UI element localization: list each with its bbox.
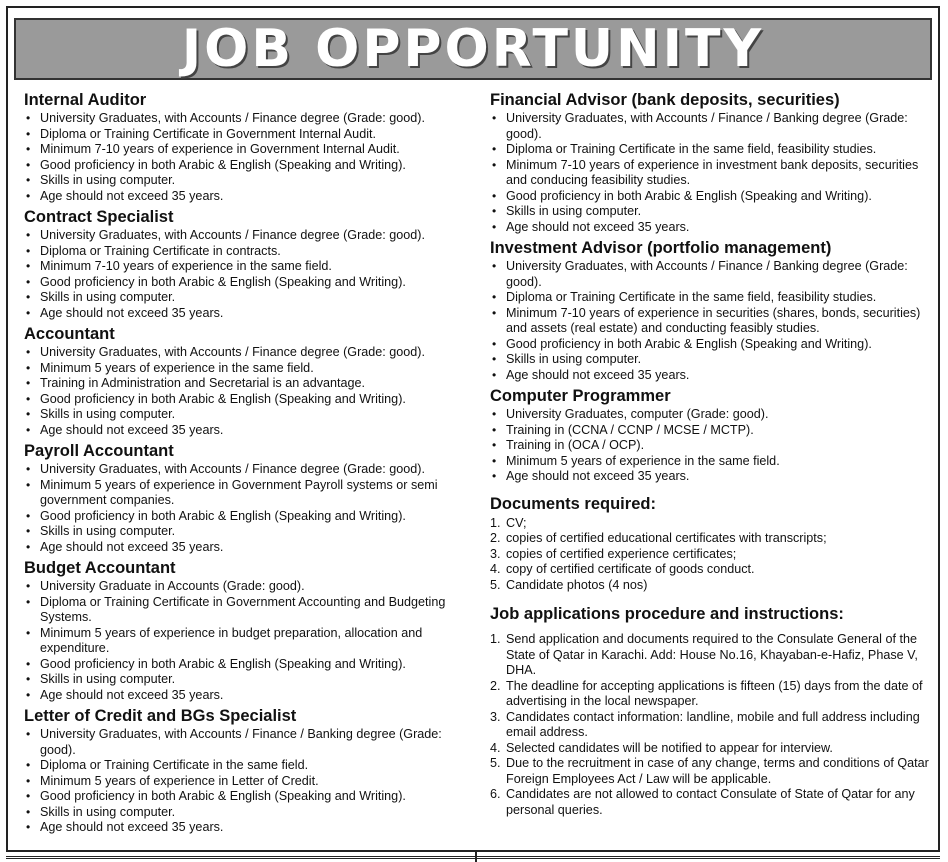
item-number: 4.	[490, 562, 501, 576]
procedure-item-text: Due to the recruitment in case of any change, terms and conditions of Qatar Foreign Employees Act / Law will be applicable.	[506, 756, 929, 786]
requirement-item: • University Graduates, computer (Grade: good).	[490, 407, 934, 423]
procedure-item	[490, 756, 934, 787]
requirement-item: • Minimum 7-10 years of experience in Government Internal Audit.	[24, 142, 480, 158]
procedure-item-text: Candidates are not allowed to contact Consulate of State of Qatar for any personal queries.	[506, 787, 915, 817]
procedure-item-text: Selected candidates will be notified to appear for interview.	[506, 740, 833, 755]
requirement-item: • Training in (OCA / OCP).	[490, 438, 934, 454]
requirement-item: • University Graduates, with Accounts / Finance degree (Grade: good).	[24, 462, 480, 478]
requirement-item: • Skills in using computer.	[490, 352, 934, 368]
requirement-item: • Good proficiency in both Arabic & English (Speaking and Writing).	[24, 158, 480, 174]
requirement-item: • Skills in using computer.	[490, 204, 934, 220]
requirement-item: • Minimum 7-10 years of experience in securities (shares, bonds, securities) and assets (real estate) and conducting feasibly studies.	[490, 306, 934, 337]
requirement-item: • Diploma or Training Certificate in contracts.	[24, 244, 480, 260]
requirement-item: • Age should not exceed 35 years.	[24, 306, 480, 322]
item-number: 2.	[490, 531, 501, 545]
title-banner	[14, 18, 932, 80]
procedure-heading: Job applications procedure and instructions:	[490, 605, 844, 623]
procedure-item	[490, 679, 934, 710]
requirement-item: • Good proficiency in both Arabic & English (Speaking and Writing).	[24, 789, 480, 805]
requirements-list	[24, 228, 480, 321]
job-section-financial-advisor-bank-deposits-securities	[490, 91, 934, 235]
requirement-item: • Training in Administration and Secretarial is an advantage.	[24, 376, 480, 392]
requirement-item: • University Graduates, with Accounts / Finance / Banking degree (Grade: good).	[490, 259, 934, 290]
job-heading: Accountant	[24, 325, 115, 343]
item-number: 1.	[490, 632, 501, 646]
job-section-budget-accountant	[24, 559, 480, 703]
job-section-payroll-accountant	[24, 442, 480, 555]
requirement-item: • Minimum 7-10 years of experience in investment bank deposits, securities and conducing feasibility studies.	[490, 158, 934, 189]
requirement-item: • Skills in using computer.	[24, 290, 480, 306]
requirement-item: • Minimum 5 years of experience in Government Payroll systems or semi government companies.	[24, 478, 480, 509]
bottom-divider	[6, 856, 940, 859]
requirement-item: • Minimum 5 years of experience in the same field.	[24, 361, 480, 377]
procedure-item-text: Send application and documents required to the Consulate General of the State of Qatar in Karachi. Add: House No.16, Khayaban-e-Hafiz, Phase V, DHA.	[506, 632, 918, 677]
requirement-item: • Age should not exceed 35 years.	[490, 220, 934, 236]
bottom-divider-split	[475, 852, 477, 862]
document-item	[490, 562, 934, 578]
job-heading: Financial Advisor (bank deposits, securities)	[490, 91, 840, 109]
item-number: 1.	[490, 515, 501, 530]
requirement-item: • Age should not exceed 35 years.	[490, 368, 934, 384]
right-job-sections	[490, 91, 934, 485]
document-item-text: CV;	[506, 515, 527, 530]
requirement-item: • Skills in using computer.	[24, 407, 480, 423]
job-heading: Internal Auditor	[24, 91, 147, 109]
document-item	[490, 531, 934, 547]
requirement-item: • Diploma or Training Certificate in the same field, feasibility studies.	[490, 290, 934, 306]
requirement-item: • Diploma or Training Certificate in Government Internal Audit.	[24, 127, 480, 143]
procedure-item	[490, 632, 934, 679]
document-item	[490, 578, 934, 594]
requirement-item: • University Graduates, with Accounts / Finance / Banking degree (Grade: good).	[490, 111, 934, 142]
job-heading: Payroll Accountant	[24, 442, 174, 460]
job-section-internal-auditor	[24, 91, 480, 204]
item-number: 3.	[490, 709, 501, 724]
documents-section	[490, 495, 934, 594]
requirement-item: • Age should not exceed 35 years.	[24, 820, 480, 836]
left-column	[24, 91, 480, 840]
job-section-accountant	[24, 325, 480, 438]
item-number: 5.	[490, 577, 501, 592]
requirements-list	[24, 462, 480, 555]
requirements-list	[24, 727, 480, 836]
requirement-item: • Age should not exceed 35 years.	[490, 469, 934, 485]
procedure-section	[490, 605, 934, 818]
job-heading: Letter of Credit and BGs Specialist	[24, 707, 297, 725]
job-section-contract-specialist	[24, 208, 480, 321]
requirement-item: • Age should not exceed 35 years.	[24, 688, 480, 704]
requirement-item: • Good proficiency in both Arabic & English (Speaking and Writing).	[24, 275, 480, 291]
requirement-item: • Minimum 5 years of experience in the same field.	[490, 454, 934, 470]
item-number: 5.	[490, 756, 501, 770]
item-number: 3.	[490, 546, 501, 561]
requirements-list	[490, 111, 934, 235]
requirements-list	[490, 259, 934, 383]
document-item-text: copies of certified experience certificates;	[506, 546, 737, 561]
requirement-item: • Good proficiency in both Arabic & English (Speaking and Writing).	[490, 337, 934, 353]
document-item-text: copies of certified educational certificates with transcripts;	[506, 531, 827, 545]
document-item-text: Candidate photos (4 nos)	[506, 577, 648, 592]
requirement-item: • Diploma or Training Certificate in Government Accounting and Budgeting Systems.	[24, 595, 480, 626]
requirement-item: • Minimum 5 years of experience in Letter of Credit.	[24, 774, 480, 790]
job-heading: Computer Programmer	[490, 387, 671, 405]
requirement-item: • Diploma or Training Certificate in the same field.	[24, 758, 480, 774]
requirement-item: • Minimum 7-10 years of experience in the same field.	[24, 259, 480, 275]
document-item	[490, 516, 934, 532]
requirement-item: • Skills in using computer.	[24, 805, 480, 821]
requirement-item: • Diploma or Training Certificate in the same field, feasibility studies.	[490, 142, 934, 158]
requirement-item: • Good proficiency in both Arabic & English (Speaking and Writing).	[24, 657, 480, 673]
requirements-list	[24, 345, 480, 438]
requirements-list	[24, 579, 480, 703]
documents-list	[490, 516, 934, 594]
requirement-item: • University Graduates, with Accounts / Finance / Banking degree (Grade: good).	[24, 727, 480, 758]
procedure-item-text: Candidates contact information: landline, mobile and full address including email address.	[506, 709, 920, 739]
requirement-item: • Skills in using computer.	[24, 672, 480, 688]
requirement-item: • University Graduate in Accounts (Grade: good).	[24, 579, 480, 595]
procedure-item-text: The deadline for accepting applications is fifteen (15) days from the date of advertising in the local newspaper.	[506, 678, 923, 708]
item-number: 4.	[490, 740, 501, 755]
requirement-item: • Minimum 5 years of experience in budget preparation, allocation and expenditure.	[24, 626, 480, 657]
procedure-list	[490, 632, 934, 818]
job-section-letter-of-credit-and-bgs-specialist	[24, 707, 480, 836]
procedure-item	[490, 787, 934, 818]
requirement-item: • Good proficiency in both Arabic & English (Speaking and Writing).	[490, 189, 934, 205]
item-number: 6.	[490, 787, 501, 801]
job-section-computer-programmer	[490, 387, 934, 485]
requirements-list	[24, 111, 480, 204]
requirement-item: • Good proficiency in both Arabic & English (Speaking and Writing).	[24, 509, 480, 525]
requirement-item: • Age should not exceed 35 years.	[24, 540, 480, 556]
requirement-item: • University Graduates, with Accounts / Finance degree (Grade: good).	[24, 345, 480, 361]
requirements-list	[490, 407, 934, 485]
requirement-item: • Training in (CCNA / CCNP / MCSE / MCTP).	[490, 423, 934, 439]
documents-heading: Documents required:	[490, 494, 656, 513]
requirement-item: • Age should not exceed 35 years.	[24, 423, 480, 439]
job-heading: Contract Specialist	[24, 208, 174, 226]
job-section-investment-advisor-portfolio-management	[490, 239, 934, 383]
procedure-item	[490, 741, 934, 757]
item-number: 2.	[490, 678, 501, 693]
procedure-item	[490, 710, 934, 741]
requirement-item: • Skills in using computer.	[24, 173, 480, 189]
right-column	[490, 91, 934, 818]
requirement-item: • Good proficiency in both Arabic & English (Speaking and Writing).	[24, 392, 480, 408]
requirement-item: • University Graduates, with Accounts / Finance degree (Grade: good).	[24, 228, 480, 244]
document-item-text: copy of certified certificate of goods conduct.	[506, 562, 755, 576]
job-heading: Investment Advisor (portfolio management)	[490, 239, 832, 257]
page-title: JOB OPPORTUNITY	[181, 19, 765, 79]
job-heading: Budget Accountant	[24, 559, 176, 577]
requirement-item: • Age should not exceed 35 years.	[24, 189, 480, 205]
document-item	[490, 547, 934, 563]
requirement-item: • Skills in using computer.	[24, 524, 480, 540]
requirement-item: • University Graduates, with Accounts / Finance degree (Grade: good).	[24, 111, 480, 127]
